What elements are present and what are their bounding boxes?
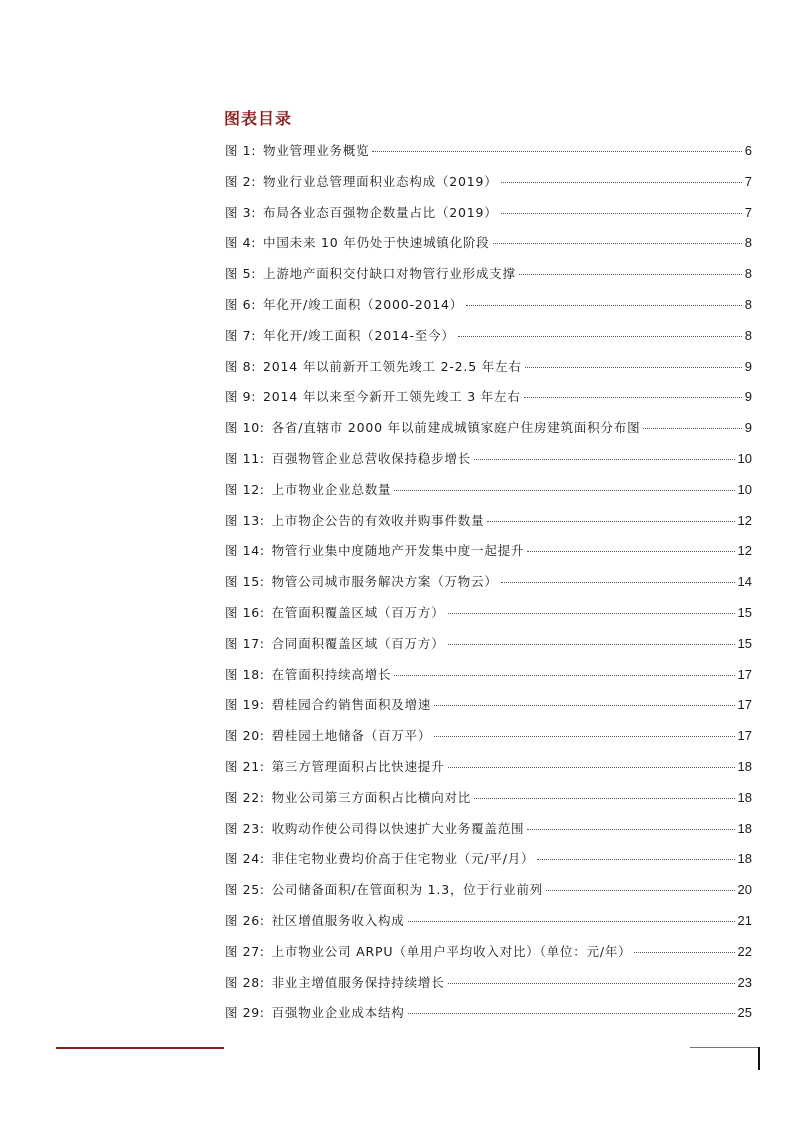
toc-entry-title: 年化开/竣工面积（2000-2014）: [263, 296, 464, 312]
toc-entry-title: 物业行业总管理面积业态构成（2019）: [263, 173, 498, 189]
toc-entry-title: 2014 年以来至今新开工领先竣工 3 年左右: [263, 389, 521, 405]
toc-entry-title: 碧桂园合约销售面积及增速: [271, 697, 432, 713]
toc-entry[interactable]: [225, 510, 752, 541]
toc-entry[interactable]: [225, 694, 752, 725]
toc-entry-page-number: 18: [737, 851, 752, 867]
toc-dot-leader: [408, 921, 735, 922]
toc-entry-page-number: 18: [737, 820, 752, 836]
toc-entry[interactable]: [225, 633, 752, 664]
toc-dot-leader: [501, 213, 742, 214]
toc-entry[interactable]: [225, 294, 752, 325]
toc-entry-label: 图 17:: [225, 635, 265, 651]
toc-entry-title: 第三方管理面积占比快速提升: [271, 758, 445, 774]
page-title: 图表目录: [224, 109, 293, 128]
toc-entry-page-number: 25: [737, 1005, 752, 1021]
toc-entry-label: 图 3:: [225, 204, 257, 220]
toc-entry-label: 图 13:: [225, 512, 265, 528]
toc-dot-leader: [524, 397, 742, 398]
toc-dot-leader: [493, 243, 742, 244]
toc-entry-label: 图 5:: [225, 266, 257, 282]
toc-entry-page-number: 9: [744, 358, 752, 374]
toc-entry-page-number: 15: [737, 604, 752, 620]
toc-entry-title: 中国未来 10 年仍处于快速城镇化阶段: [263, 235, 490, 251]
toc-dot-leader: [448, 983, 735, 984]
toc-entry-label: 图 12:: [225, 481, 265, 497]
toc-dot-leader: [634, 952, 734, 953]
toc-dot-leader: [474, 459, 734, 460]
toc-entry-title: 在管面积覆盖区域（百万方）: [271, 604, 445, 620]
toc-entry-title: 上市物企公告的有效收并购事件数量: [271, 512, 485, 528]
toc-dot-leader: [458, 336, 742, 337]
toc-entry[interactable]: [225, 202, 752, 233]
toc-entry-title: 百强物管企业总营收保持稳步增长: [271, 450, 472, 466]
toc-entry-label: 图 18:: [225, 666, 265, 682]
toc-entry-label: 图 14:: [225, 543, 265, 559]
toc-entry[interactable]: [225, 417, 752, 448]
toc-entry-label: 图 11:: [225, 450, 265, 466]
toc-entry-label: 图 25:: [225, 882, 265, 898]
toc-dot-leader: [537, 859, 734, 860]
toc-entry[interactable]: [225, 386, 752, 417]
toc-dot-leader: [487, 521, 734, 522]
toc-entry[interactable]: [225, 325, 752, 356]
toc-entry-label: 图 2:: [225, 173, 257, 189]
toc-entry-page-number: 9: [744, 389, 752, 405]
toc-dot-leader: [394, 490, 734, 491]
toc-entry[interactable]: [225, 140, 752, 171]
toc-dot-leader: [525, 367, 742, 368]
toc-entry-page-number: 21: [737, 912, 752, 928]
toc-entry-title: 社区增值服务收入构成: [271, 912, 405, 928]
toc-entry-label: 图 26:: [225, 912, 265, 928]
toc-entry-page-number: 7: [744, 204, 752, 220]
toc-entry-label: 图 16:: [225, 604, 265, 620]
footer-rule-left: [56, 1047, 224, 1049]
toc-entry-page-number: 18: [737, 789, 752, 805]
toc-entry-page-number: 17: [737, 666, 752, 682]
toc-entry-title: 各省/直辖市 2000 年以前建成城镇家庭户住房建筑面积分布图: [271, 420, 641, 436]
toc-dot-leader: [501, 182, 742, 183]
toc-entry-label: 图 28:: [225, 974, 265, 990]
toc-entry-page-number: 6: [744, 143, 752, 158]
toc-entry-page-number: 8: [744, 296, 752, 312]
toc-entry[interactable]: [225, 602, 752, 633]
toc-entry-title: 物管行业集中度随地产开发集中度一起提升: [271, 543, 525, 559]
toc-entry-label: 图 23:: [225, 820, 265, 836]
toc-entry-label: 图 24:: [225, 851, 265, 867]
toc-entry-page-number: 14: [737, 574, 752, 590]
toc-entry-title: 年化开/竣工面积（2014-至今）: [263, 327, 455, 343]
toc-entry-title: 布局各业态百强物企数量占比（2019）: [263, 204, 498, 220]
toc-entry-title: 非住宅物业费均价高于住宅物业（元/平/月）: [271, 851, 535, 867]
toc-entry-page-number: 17: [737, 697, 752, 713]
toc-dot-leader: [434, 736, 734, 737]
toc-entry[interactable]: [225, 571, 752, 602]
toc-dot-leader: [466, 305, 742, 306]
toc-entry[interactable]: [225, 664, 752, 695]
toc-entry[interactable]: [225, 787, 752, 818]
toc-entry-page-number: 12: [737, 543, 752, 559]
table-of-figures: [225, 140, 752, 1033]
toc-entry[interactable]: [225, 448, 752, 479]
toc-entry-title: 上市物业公司 ARPU（单用户平均收入对比）（单位：元/年）: [271, 943, 632, 959]
toc-entry-title: 上游地产面积交付缺口对物管行业形成支撑: [263, 266, 516, 282]
toc-entry[interactable]: [225, 479, 752, 510]
footer-rule-right: [690, 1047, 760, 1048]
toc-entry[interactable]: [225, 848, 752, 879]
toc-entry-page-number: 9: [744, 420, 752, 436]
toc-entry-page-number: 12: [737, 512, 752, 528]
toc-entry[interactable]: [225, 540, 752, 571]
toc-entry-label: 图 6:: [225, 296, 257, 312]
footer-tick-mark: [758, 1047, 760, 1070]
toc-dot-leader: [527, 551, 734, 552]
toc-entry-title: 百强物业企业成本结构: [271, 1005, 405, 1021]
toc-dot-leader: [501, 582, 735, 583]
toc-entry-title: 在管面积持续高增长: [271, 666, 392, 682]
toc-entry-title: 碧桂园土地储备（百万平）: [271, 728, 432, 744]
toc-entry[interactable]: [225, 941, 752, 972]
toc-entry-label: 图 10:: [225, 420, 265, 436]
toc-dot-leader: [448, 613, 735, 614]
toc-entry-label: 图 27:: [225, 943, 265, 959]
toc-dot-leader: [546, 890, 734, 891]
toc-entry-page-number: 23: [737, 974, 752, 990]
toc-entry[interactable]: [225, 879, 752, 910]
toc-dot-leader: [643, 428, 741, 429]
toc-entry-page-number: 22: [737, 943, 752, 959]
toc-dot-leader: [372, 151, 741, 152]
toc-dot-leader: [448, 767, 735, 768]
toc-entry[interactable]: [225, 263, 752, 294]
toc-entry-page-number: 8: [744, 327, 752, 343]
toc-entry-title: 合同面积覆盖区域（百万方）: [271, 635, 445, 651]
toc-entry-label: 图 21:: [225, 758, 265, 774]
toc-entry-title: 物业管理业务概览: [263, 143, 370, 158]
toc-entry[interactable]: [225, 756, 752, 787]
toc-entry[interactable]: [225, 1002, 752, 1033]
toc-entry-title: 物业公司第三方面积占比横向对比: [271, 789, 472, 805]
toc-entry-page-number: 8: [744, 266, 752, 282]
toc-dot-leader: [474, 798, 734, 799]
toc-entry[interactable]: [225, 171, 752, 202]
toc-entry-label: 图 19:: [225, 697, 265, 713]
toc-dot-leader: [394, 675, 734, 676]
toc-entry[interactable]: [225, 818, 752, 849]
toc-entry-page-number: 15: [737, 635, 752, 651]
toc-dot-leader: [408, 1013, 735, 1014]
toc-dot-leader: [434, 705, 734, 706]
toc-entry[interactable]: [225, 910, 752, 941]
toc-dot-leader: [527, 829, 734, 830]
toc-entry-page-number: 18: [737, 758, 752, 774]
toc-entry-title: 非业主增值服务保持持续增长: [271, 974, 445, 990]
toc-entry-label: 图 29:: [225, 1005, 265, 1021]
toc-entry[interactable]: [225, 232, 752, 263]
toc-entry-page-number: 17: [737, 728, 752, 744]
toc-entry-label: 图 15:: [225, 574, 265, 590]
toc-entry-label: 图 4:: [225, 235, 257, 251]
toc-entry-page-number: 10: [737, 481, 752, 497]
toc-entry[interactable]: [225, 972, 752, 1003]
toc-entry[interactable]: [225, 725, 752, 756]
toc-entry-label: 图 7:: [225, 327, 257, 343]
toc-entry-title: 物管公司城市服务解决方案（万物云）: [271, 574, 498, 590]
toc-entry[interactable]: [225, 356, 752, 387]
toc-entry-title: 公司储备面积/在管面积为 1.3，位于行业前列: [271, 882, 544, 898]
toc-entry-label: 图 20:: [225, 728, 265, 744]
toc-dot-leader: [519, 274, 742, 275]
toc-entry-label: 图 8:: [225, 358, 257, 374]
toc-entry-label: 图 9:: [225, 389, 257, 405]
toc-entry-title: 上市物业企业总数量: [271, 481, 392, 497]
toc-entry-title: 收购动作使公司得以快速扩大业务覆盖范围: [271, 820, 525, 836]
toc-entry-label: 图 22:: [225, 789, 265, 805]
toc-entry-page-number: 8: [744, 235, 752, 251]
toc-entry-page-number: 7: [744, 173, 752, 189]
toc-dot-leader: [448, 644, 735, 645]
toc-entry-page-number: 10: [737, 450, 752, 466]
toc-entry-label: 图 1:: [225, 143, 257, 158]
toc-entry-page-number: 20: [737, 882, 752, 898]
toc-entry-title: 2014 年以前新开工领先竣工 2-2.5 年左右: [263, 358, 522, 374]
